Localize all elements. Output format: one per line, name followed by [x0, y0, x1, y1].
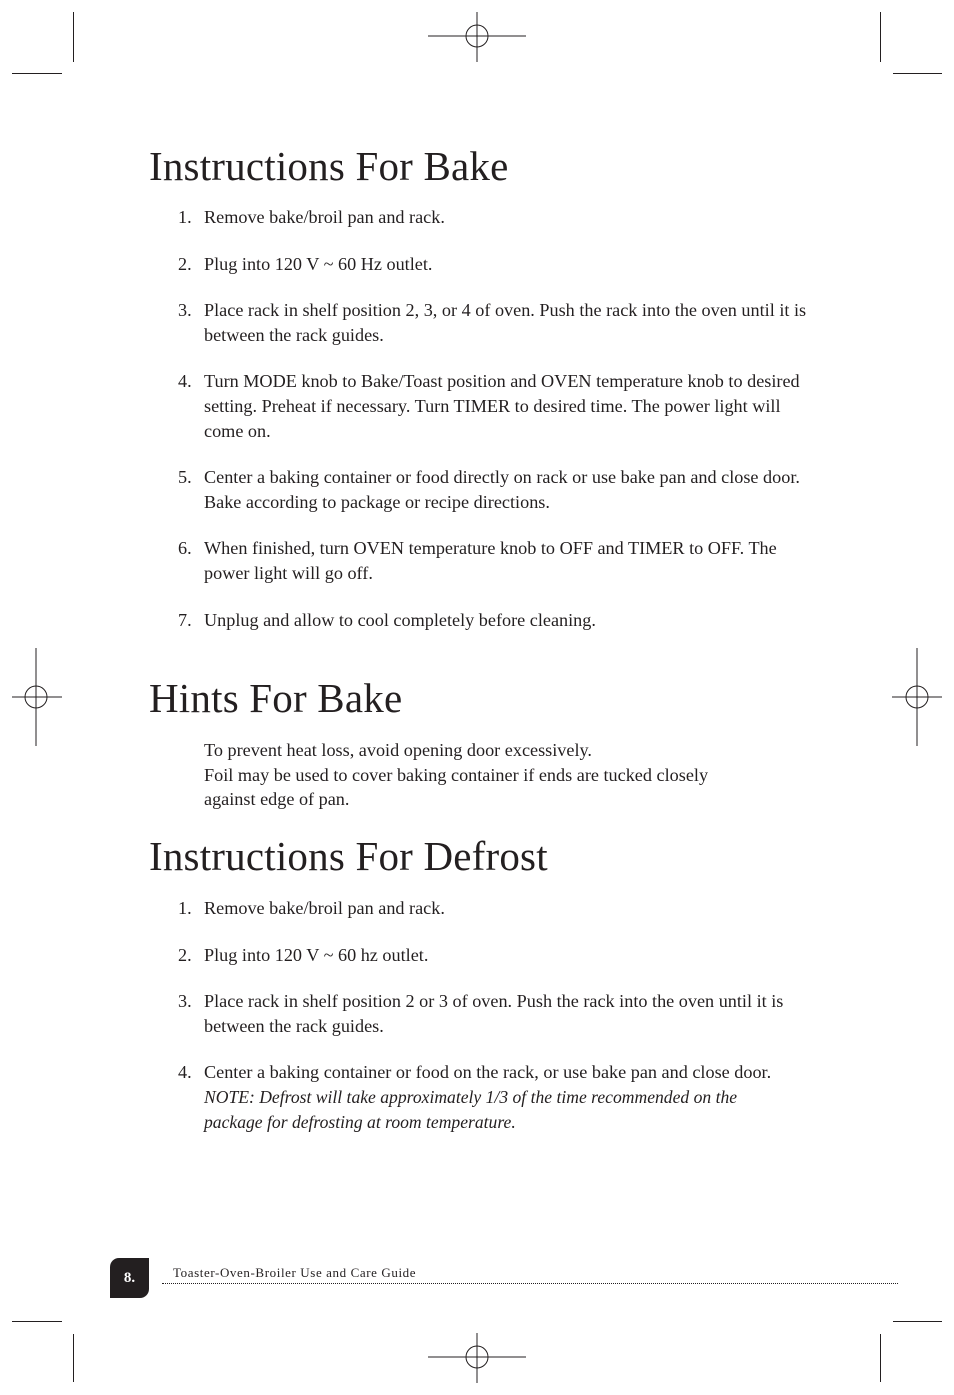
- list-item: [178, 608, 808, 633]
- section-title-hints: Hints For Bake: [149, 675, 403, 721]
- crop-mark: [12, 1321, 62, 1322]
- footer-title: Toaster-Oven-Broiler Use and Care Guide: [173, 1265, 417, 1280]
- registration-mark-icon: [428, 1333, 526, 1383]
- step-number: 5.: [178, 467, 192, 488]
- list-item: [178, 896, 790, 921]
- step-text: Turn MODE knob to Bake/Toast position and OVEN temperature knob to desired setting. Preheat if necessary. Turn TIMER to desired time. The power light will come on.: [204, 371, 800, 441]
- step-number: 4.: [178, 371, 192, 392]
- defrost-steps-list: [178, 896, 790, 1134]
- step-number: 1.: [178, 207, 192, 227]
- registration-mark-icon: [892, 648, 942, 746]
- step-text: Center a baking container or food directly on rack or use bake pan and close door. Bake according to package or recipe directions.: [204, 467, 800, 512]
- list-item: [178, 1060, 790, 1134]
- bake-steps-list: [178, 205, 808, 632]
- registration-mark-icon: [428, 12, 526, 62]
- step-number: 2.: [178, 253, 192, 274]
- defrost-note: NOTE: Defrost will take approximately 1/3 of the time recommended on the package for defrosting at room temperature.: [204, 1086, 738, 1132]
- step-number: 4.: [178, 1062, 192, 1083]
- step-number: 3.: [178, 300, 192, 321]
- hint-line: To prevent heat loss, avoid opening door excessively.: [204, 740, 592, 760]
- list-item: [178, 205, 808, 230]
- section-title-defrost: Instructions For Defrost: [149, 833, 548, 879]
- crop-mark: [880, 1334, 881, 1382]
- registration-mark-icon: [12, 648, 62, 746]
- page-number-badge: 8.: [110, 1258, 149, 1298]
- hint-line: Foil may be used to cover baking container if ends are tucked closely against edge of pan.: [204, 764, 709, 810]
- list-item: [178, 536, 808, 585]
- crop-mark: [73, 12, 74, 62]
- list-item: [178, 252, 808, 277]
- list-item: [178, 369, 808, 443]
- section-title-bake: Instructions For Bake: [149, 143, 509, 189]
- footer-dotted-rule: [162, 1283, 898, 1284]
- crop-mark: [12, 73, 62, 74]
- hints-text: [204, 738, 764, 812]
- crop-mark: [880, 12, 881, 62]
- list-item: [178, 465, 808, 514]
- list-item: [178, 298, 808, 347]
- step-text: Center a baking container or food on the rack, or use bake pan and close door.: [204, 1062, 772, 1083]
- list-item: [178, 943, 790, 968]
- step-number: 3.: [178, 991, 192, 1012]
- step-text: Place rack in shelf position 2, 3, or 4 of oven. Push the rack into the oven until it is between the rack guides.: [204, 300, 807, 345]
- step-number: 2.: [178, 944, 192, 965]
- step-text: Unplug and allow to cool completely before cleaning.: [204, 609, 596, 630]
- step-text: When finished, turn OVEN temperature knob to OFF and TIMER to OFF. The power light will go off.: [204, 538, 777, 583]
- step-text: Place rack in shelf position 2 or 3 of oven. Push the rack into the oven until it is between the rack guides.: [204, 991, 784, 1036]
- crop-mark: [893, 73, 942, 74]
- step-text: Plug into 120 V ~ 60 hz outlet.: [204, 944, 429, 965]
- step-number: 6.: [178, 538, 192, 559]
- crop-mark: [73, 1334, 74, 1382]
- step-number: 1.: [178, 898, 192, 918]
- step-number: 7.: [178, 609, 192, 630]
- step-text: Remove bake/broil pan and rack.: [204, 207, 445, 227]
- step-text: Remove bake/broil pan and rack.: [204, 898, 445, 918]
- crop-mark: [893, 1321, 942, 1322]
- list-item: [178, 989, 790, 1038]
- step-text: Plug into 120 V ~ 60 Hz outlet.: [204, 253, 433, 274]
